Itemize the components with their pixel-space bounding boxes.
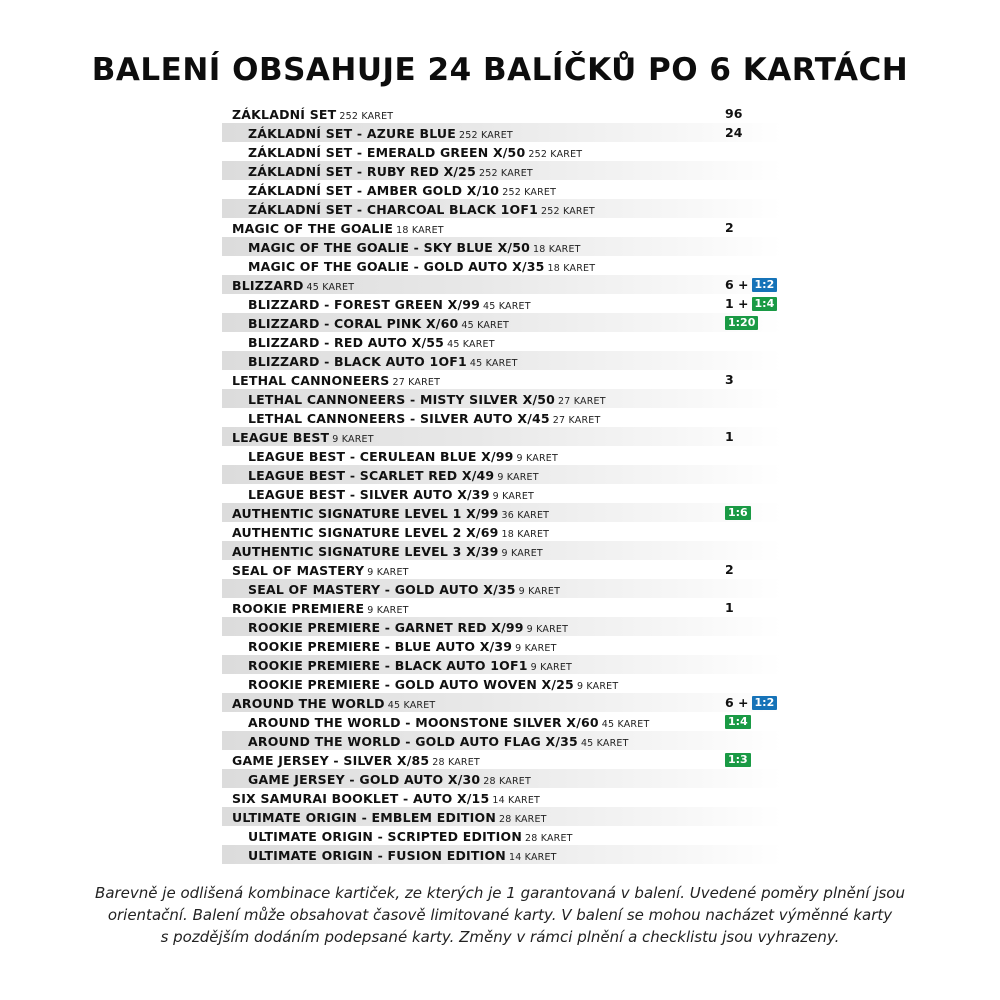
row-quantity [725,123,742,142]
row-name: ROOKIE PREMIERE - BLACK AUTO 1OF1 [248,658,528,673]
footnote-line: s pozdějším dodáním podepsané karty. Změny v rámci plnění a checklistu jsou vyhrazeny. [160,928,840,946]
row-name: BLIZZARD - BLACK AUTO 1OF1 [248,354,467,369]
row-quantity [725,712,751,731]
row-name: ROOKIE PREMIERE - BLUE AUTO X/39 [248,639,513,654]
row-card-count: 14 KARET [508,852,557,863]
row-name: ROOKIE PREMIERE - GARNET RED X/99 [248,620,524,635]
table-row [222,845,782,864]
table-row [222,142,782,161]
row-quantity [725,503,751,522]
table-row [222,313,782,332]
table-row [222,541,782,560]
table-row [222,370,782,389]
row-card-count: 27 KARET [552,415,601,426]
table-row [222,256,782,275]
row-card-count: 28 KARET [432,757,480,768]
footnote-line: Barevně je odlišená kombinace kartiček, ze kterých je 1 garantovaná v balení. Uvedené poměry plnění jsou [95,884,905,902]
row-quantity [725,560,734,579]
ratio-badge: 1:4 [752,297,778,311]
row-card-count: 9 KARET [518,586,561,597]
row-card-count: 252 KARET [502,187,557,198]
quantity-value: 2 [725,562,734,577]
table-row [222,636,782,655]
row-card-count: 9 KARET [515,643,557,654]
quantity-value: 1 + [725,296,749,311]
quantity-value: 2 [725,220,734,235]
table-row [222,560,782,579]
row-card-count: 252 KARET [459,130,513,141]
table-row [222,693,782,712]
row-card-count: 18 KARET [501,529,550,540]
table-row [222,712,782,731]
row-name: SIX SAMURAI BOOKLET - AUTO X/15 [232,791,490,806]
row-name: MAGIC OF THE GOALIE - SKY BLUE X/50 [248,240,530,255]
row-name: ZÁKLADNÍ SET - AZURE BLUE [248,126,457,141]
row-card-count: 9 KARET [367,605,409,616]
row-card-count: 27 KARET [392,377,441,388]
quantity-value: 1 [725,429,734,444]
row-name: LEAGUE BEST - SCARLET RED X/49 [248,468,495,483]
row-name: BLIZZARD - RED AUTO X/55 [248,335,445,350]
row-name: AUTHENTIC SIGNATURE LEVEL 2 X/69 [232,525,499,540]
table-row [222,826,782,845]
table-row [222,161,782,180]
row-name: ULTIMATE ORIGIN - SCRIPTED EDITION [248,829,522,844]
ratio-badge: 1:20 [725,316,758,330]
row-name: ZÁKLADNÍ SET - CHARCOAL BLACK 1OF1 [248,202,538,217]
row-name: ZÁKLADNÍ SET - RUBY RED X/25 [248,164,476,179]
quantity-value: 24 [725,125,743,140]
table-row [222,674,782,693]
row-card-count: 18 KARET [396,225,444,236]
ratio-badge: 1:3 [725,753,751,767]
row-quantity [725,427,734,446]
row-quantity [725,218,734,237]
row-name: LEAGUE BEST [232,430,330,445]
row-quantity [725,598,734,617]
row-name: GAME JERSEY - GOLD AUTO X/30 [248,772,481,787]
table-row [222,408,782,427]
quantity-value: 3 [725,372,734,387]
row-card-count: 45 KARET [483,301,531,312]
row-name: MAGIC OF THE GOALIE [232,221,394,236]
row-card-count: 36 KARET [501,510,550,521]
footnote [60,882,940,948]
footnote-line: orientační. Balení může obsahovat časově limitované karty. V balení se mohou nacházet výměnné karty [107,906,893,924]
quantity-value: 96 [725,106,743,121]
quantity-value: 6 + [725,695,749,710]
table-row [222,598,782,617]
ratio-badge: 1:2 [752,278,778,292]
table-row [222,123,782,142]
table-row [222,275,782,294]
row-name: ZÁKLADNÍ SET - EMERALD GREEN X/50 [248,145,526,160]
row-name: ZÁKLADNÍ SET [232,107,337,122]
row-name: LETHAL CANNONEERS - SILVER AUTO X/45 [248,411,550,426]
row-card-count: 14 KARET [492,795,541,806]
row-card-count: 252 KARET [528,149,583,160]
quantity-value: 1 [725,600,734,615]
row-name: SEAL OF MASTERY - GOLD AUTO X/35 [248,582,516,597]
table-row [222,579,782,598]
row-name: LETHAL CANNONEERS - MISTY SILVER X/50 [248,392,556,407]
table-row [222,731,782,750]
row-quantity [725,693,777,712]
row-name: AUTHENTIC SIGNATURE LEVEL 1 X/99 [232,506,499,521]
table-row [222,522,782,541]
table-row [222,351,782,370]
ratio-badge: 1:6 [725,506,751,520]
row-name: BLIZZARD - FOREST GREEN X/99 [248,297,481,312]
row-card-count: 18 KARET [547,263,596,274]
row-name: AROUND THE WORLD - MOONSTONE SILVER X/60 [248,715,599,730]
row-card-count: 28 KARET [483,776,531,787]
row-name: ROOKIE PREMIERE - GOLD AUTO WOVEN X/25 [248,677,574,692]
table-row [222,237,782,256]
row-card-count: 45 KARET [461,320,510,331]
row-card-count: 45 KARET [469,358,518,369]
row-name: AUTHENTIC SIGNATURE LEVEL 3 X/39 [232,544,499,559]
ratio-badge: 1:2 [752,696,778,710]
ratio-badge: 1:4 [725,715,751,729]
table-row [222,199,782,218]
row-name: LETHAL CANNONEERS [232,373,390,388]
row-card-count: 45 KARET [601,719,650,730]
row-name: BLIZZARD [232,278,304,293]
row-name: AROUND THE WORLD [232,696,385,711]
table-row [222,294,782,313]
row-card-count: 9 KARET [332,434,374,445]
table-row [222,503,782,522]
table-row [222,807,782,826]
table-row [222,465,782,484]
table-row [222,427,782,446]
row-card-count: 9 KARET [526,624,569,635]
row-name: AROUND THE WORLD - GOLD AUTO FLAG X/35 [248,734,578,749]
row-name: LEAGUE BEST - CERULEAN BLUE X/99 [248,449,514,464]
table-row [222,750,782,769]
row-card-count: 252 KARET [541,206,595,217]
row-card-count: 9 KARET [497,472,539,483]
row-card-count: 9 KARET [492,491,535,502]
table-row [222,788,782,807]
table-row [222,389,782,408]
row-quantity [725,313,758,332]
row-card-count: 45 KARET [306,282,355,293]
page-title: BALENÍ OBSAHUJE 24 BALÍČKŮ PO 6 KARTÁCH [91,52,909,88]
row-quantity [725,294,777,313]
table-row [222,446,782,465]
row-quantity [725,750,751,769]
row-name: SEAL OF MASTERY [232,563,365,578]
row-name: ZÁKLADNÍ SET - AMBER GOLD X/10 [248,183,500,198]
quantity-value: 6 + [725,277,749,292]
row-card-count: 9 KARET [516,453,558,464]
row-card-count: 27 KARET [558,396,606,407]
row-card-count: 252 KARET [339,111,394,122]
row-card-count: 18 KARET [533,244,581,255]
checklist-table [222,104,782,864]
table-row [222,104,782,123]
row-name: ROOKIE PREMIERE [232,601,365,616]
table-row [222,617,782,636]
row-quantity [725,104,742,123]
row-name: LEAGUE BEST - SILVER AUTO X/39 [248,487,490,502]
row-card-count: 252 KARET [478,168,533,179]
table-row [222,484,782,503]
table-row [222,180,782,199]
row-name: GAME JERSEY - SILVER X/85 [232,753,430,768]
row-quantity [725,370,734,389]
row-card-count: 28 KARET [498,814,547,825]
row-name: BLIZZARD - CORAL PINK X/60 [248,316,459,331]
row-card-count: 9 KARET [367,567,409,578]
table-row [222,218,782,237]
row-quantity [725,275,777,294]
table-row [222,769,782,788]
table-row [222,332,782,351]
row-card-count: 28 KARET [525,833,573,844]
row-card-count: 9 KARET [576,681,619,692]
row-name: MAGIC OF THE GOALIE - GOLD AUTO X/35 [248,259,545,274]
table-row [222,655,782,674]
row-card-count: 45 KARET [387,700,436,711]
row-card-count: 45 KARET [447,339,495,350]
row-card-count: 45 KARET [580,738,629,749]
row-name: ULTIMATE ORIGIN - FUSION EDITION [248,848,506,863]
row-card-count: 9 KARET [501,548,543,559]
row-card-count: 9 KARET [530,662,573,673]
row-name: ULTIMATE ORIGIN - EMBLEM EDITION [232,810,496,825]
